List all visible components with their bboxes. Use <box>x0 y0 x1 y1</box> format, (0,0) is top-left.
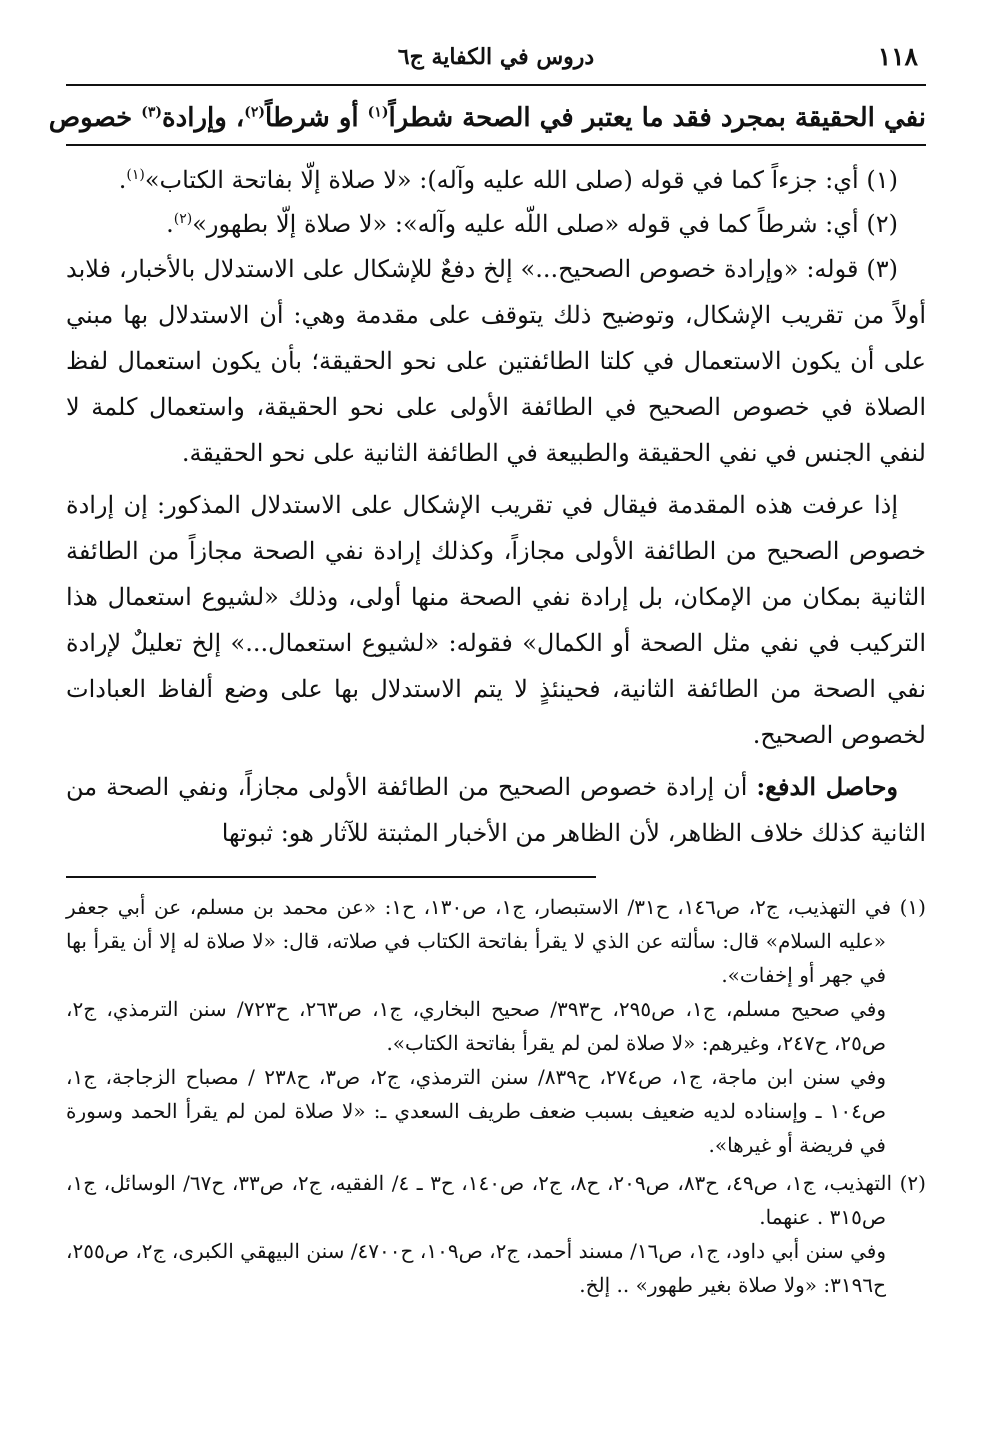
footnote-1-continuation: وفي سنن ابن ماجة، ج١، ص٢٧٤، ح٨٣٩/ سنن الترمذي، ج٢، ص٣، ح٢٣٨ / مصباح الزجاجة، ج١، ص١٠٤ ـ وإسناده لديه ضعيف بسبب ضعف طريف السعدي ـ: «لا صلاة لمن لم يقرأ الحمد وسورة في فريضة أو غيرها». <box>66 1065 886 1157</box>
main-text-part: أو شرطاً <box>265 103 368 133</box>
main-text-part: نفي الحقيقة بمجرد فقد ما يعتبر في الصحة شطراً <box>388 103 926 133</box>
note-number: (٣) <box>866 255 898 283</box>
book-page <box>48 40 926 1302</box>
running-header <box>66 40 926 86</box>
note-ref: (١) <box>126 167 145 183</box>
note-ref: (٢) <box>244 104 266 121</box>
commentary-section <box>66 158 926 856</box>
main-text-part: ، وإرادة <box>162 103 245 133</box>
footnotes-section <box>66 890 926 1302</box>
page-number: ١١٨ <box>877 42 918 71</box>
footnote-2: (٢) التهذيب، ج١، ص٤٩، ح٨٣، ص٢٠٩، ح٨، ج٢، ص١٤٠، ح٣ ـ ٤/ الفقيه، ج٢، ص٣٣، ح٦٧/ الوسائل، ج١، ص٣١٥ . عنهما. <box>66 1171 926 1229</box>
main-text-divider <box>66 144 926 146</box>
main-text-line <box>48 86 926 144</box>
paragraph-text: أن إرادة خصوص الصحيح من الطائفة الأولى مجازاً، ونفي الصحة من الثانية كذلك خلاف الظاهر، لأن الظاهر من الأخبار المثبتة للآثار هو: ثبوتها <box>66 773 926 847</box>
commentary-note-3 <box>66 246 926 476</box>
footnote-1: (١) في التهذيب، ج٢، ص١٤٦، ح٣١/ الاستبصار، ج١، ص١٣٠، ح١: «عن محمد بن مسلم، عن أبي جعفر «عليه السلام» قال: سألته عن الذي لا يقرأ بفاتحة الكتاب في صلاته، قال: «لا صلاة له إلا أن يقرأ بها في جهر أو إخفات». <box>66 895 926 987</box>
footnote-1-continuation: وفي صحيح مسلم، ج١، ص٢٩٥، ح٣٩٣/ صحيح البخاري، ج١، ص٢٦٣، ح٧٢٣/ سنن الترمذي، ج٢، ص٢٥، ح٢٤٧، وغيرهم: «لا صلاة لمن لم يقرأ بفاتحة الكتاب». <box>66 997 886 1055</box>
note-ref: (٢) <box>173 211 193 227</box>
commentary-note-1 <box>66 158 926 202</box>
paragraph-label: وحاصل الدفع: <box>756 772 898 801</box>
footnote-2-continuation: وفي سنن أبي داود، ج١، ص١٦/ مسند أحمد، ج٢، ص١٠٩، ح٤٧٠٠/ سنن البيهقي الكبرى، ج٢، ص٢٥٥، ح٣١٩٦: «ولا صلاة بغير طهور» .. إلخ. <box>66 1239 887 1297</box>
note-text: قوله: «وإرادة خصوص الصحيح...» إلخ دفعٌ للإشكال على الاستدلال بالأخبار، فلابد أولاً من تقريب الإشكال، وتوضيح ذلك يتوقف على مقدمة وهي: أن الاستدلال بها مبني على أن يكون الاستعمال في كلتا الطائفتين على نحو الحقيقة؛ بأن يكون استعمال لفظ الصلاة في خصوص الصحيح في الطائفة الأولى على نحو الحقيقة، واستعمال كلمة لا لنفي الجنس في نفي الحقيقة والطبيعة في الطائفة الثانية على نحو الحقيقة. <box>66 255 926 467</box>
commentary-paragraph-2: إذا عرفت هذه المقدمة فيقال في تقريب الإشكال على الاستدلال المذكور: إن إرادة خصوص الصحيح من الطائفة الأولى مجازاً، وكذلك إرادة نفي الصحة مجازاً من الطائفة الثانية بمكان من الإمكان، بل إرادة نفي الصحة منها أولى، وذلك «لشيوع استعمال هذا التركيب في نفي مثل الصحة أو الكمال» فقوله: «لشيوع استعمال...» إلخ تعليلٌ لإرادة نفي الصحة من الطائفة الثانية، فحينئذٍ لا يتم الاستدلال بها على وضع ألفاظ العبادات لخصوص الصحيح. <box>66 491 926 749</box>
note-text: أي: جزءاً كما في قوله (صلى الله عليه وآله): «لا صلاة إلّا بفاتحة الكتاب» <box>144 166 859 194</box>
note-ref: (٣) <box>141 104 163 121</box>
main-text-part: خصوص <box>48 103 142 133</box>
note-number: (١) <box>866 166 898 194</box>
footnote-separator <box>66 876 596 878</box>
note-end: . <box>166 210 174 238</box>
commentary-note-2 <box>66 202 926 246</box>
note-number: (٢) <box>866 210 898 238</box>
note-end: . <box>118 166 127 194</box>
commentary-paragraph-3 <box>66 764 926 856</box>
note-text: أي: شرطاً كما في قوله «صلى اللّه عليه وآله»: «لا صلاة إلّا بطهور» <box>192 210 859 238</box>
note-ref: (١) <box>367 104 389 121</box>
running-title: دروس في الكفاية ج٦ <box>397 44 595 70</box>
